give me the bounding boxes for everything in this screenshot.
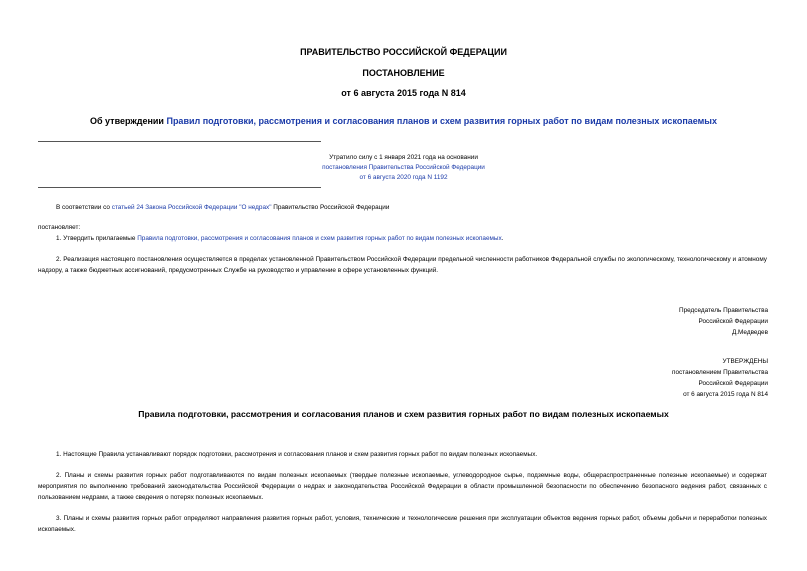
approval-line: Российской Федерации	[698, 380, 768, 387]
status-divider-bottom	[38, 187, 321, 188]
status-divider-top	[38, 141, 321, 142]
resolves-paragraph: постановляет:	[38, 224, 81, 231]
rules-item-2: 2. Планы и схемы развития горных работ подготавливаются по видам полезных ископаемых (твердые полезные ископаемые, углеводородное сырье, подземные воды, общераспространенные полезные ископаемые) и содержат мероприятия по выполнению требований законодательства Российской Федерации о недрах и законодательства Российской Федерации в области промышленной безопасности по обеспечению безопасного ведения работ, связанных с пользованием недрами, а также сведения о потерях полезных ископаемых.	[38, 472, 767, 501]
preamble-suffix: Правительство Российской Федерации	[271, 204, 390, 211]
signature-body: Российской Федерации	[698, 318, 768, 325]
clause-2-paragraph: 2. Реализация настоящего постановления осуществляется в пределах установленной Правительством Российской Федерации предельной численности работников Федеральной службы по экологическому, технологическому и атомному надзору, а также бюджетных ассигнований, предусмотренных Службе на руководство и управление в сфере установленных функций.	[38, 256, 767, 274]
document-date: от 6 августа 2015 года N 814	[341, 88, 466, 98]
approval-block	[672, 356, 768, 400]
repeal-decree-date-link[interactable]: от 6 августа 2020 года N 1192	[359, 174, 448, 181]
clause-1-prefix: 1. Утвердить прилагаемые	[56, 235, 138, 242]
rules-item-1: 1. Настоящие Правила устанавливают порядок подготовки, рассмотрения и согласования планов и схем развития горных работ по видам полезных ископаемых.	[56, 451, 538, 458]
signature-name: Д.Медведев	[731, 329, 768, 336]
repeal-decree-link[interactable]: постановления Правительства Российской Федерации	[322, 164, 485, 171]
signature-position: Председатель Правительства	[679, 307, 768, 314]
document-title	[0, 116, 807, 126]
approval-date: от 6 августа 2015 года N 814	[683, 391, 768, 398]
status-note	[0, 153, 807, 183]
rules-title: Правила подготовки, рассмотрения и согласования планов и схем развития горных работ по видам полезных ископаемых	[138, 409, 669, 419]
approval-line: постановлением Правительства	[672, 369, 768, 376]
approval-heading: УТВЕРЖДЕНЫ	[722, 358, 768, 365]
clause-1-suffix: .	[501, 235, 504, 242]
signature-block	[679, 305, 768, 338]
clause-1-paragraph	[56, 234, 504, 244]
title-prefix: Об утверждении	[89, 116, 167, 126]
approved-rules-link[interactable]: Правила подготовки, рассмотрения и согласования планов и схем развития горных работ по видам полезных ископаемых	[137, 235, 502, 242]
preamble-prefix: В соответствии со	[56, 204, 112, 211]
law-article-link[interactable]: статьей 24 Закона Российской Федерации "О недрах"	[111, 204, 272, 211]
title-rules-link[interactable]: Правил подготовки, рассмотрения и согласования планов и схем развития горных работ по видам полезных ископаемых	[166, 116, 717, 126]
issuing-authority: ПРАВИТЕЛЬСТВО РОССИЙСКОЙ ФЕДЕРАЦИИ	[300, 47, 507, 57]
status-note-line: Утратило силу с 1 января 2021 года на основании	[329, 154, 478, 161]
preamble-paragraph	[56, 203, 389, 213]
rules-item-3: 3. Планы и схемы развития горных работ определяют направления развития горных работ, условия, технические и технологические решения при эксплуатации объектов ведения горных работ, объемы добычи и переработки полезных ископаемых.	[38, 515, 767, 533]
document-type: ПОСТАНОВЛЕНИЕ	[362, 68, 445, 78]
